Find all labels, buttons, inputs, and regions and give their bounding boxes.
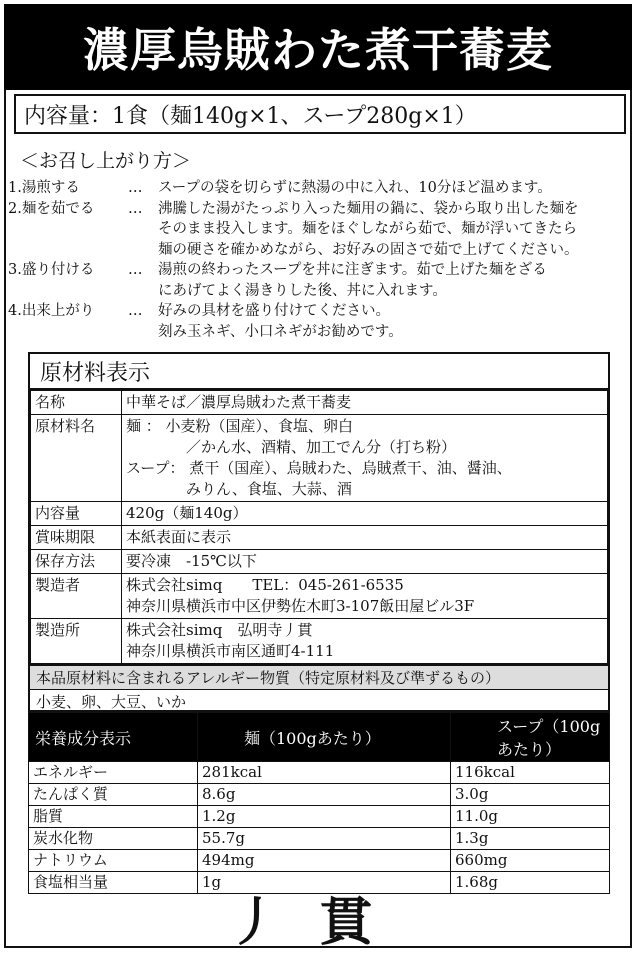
nutrition-cell: たんぱく質	[29, 784, 198, 806]
nutrition-header: 栄養成分表示	[29, 713, 198, 762]
ingredients-heading: 原材料表示	[30, 354, 608, 390]
step-ellipsis: …	[128, 200, 143, 217]
ingredient-line: ／かん水、酒精、加工でん分（打ち粉）	[126, 438, 457, 456]
ingredient-key: 製造所	[31, 619, 122, 664]
ingredients-panel	[28, 352, 610, 712]
nutrition-header: 麺（100gあたり）	[198, 713, 451, 762]
howto-heading: ＜お召し上がり方＞	[20, 150, 192, 172]
step-label: 2.麺を茹でる	[8, 200, 95, 217]
step-ellipsis: …	[128, 262, 143, 278]
step-text: にあげてよく湯きりした後、丼に入れます。	[158, 282, 447, 299]
ingredient-line: 要冷凍 -15℃以下	[126, 552, 257, 570]
step-line	[8, 322, 628, 343]
step-ellipsis	[128, 322, 158, 343]
step-ellipsis: …	[128, 303, 143, 319]
step-line	[8, 178, 628, 199]
ingredients-table	[30, 390, 608, 664]
nutrition-cell: 281kcal	[198, 762, 451, 784]
ingredient-line: 麺 ： 小麦粉（国産）、食塩、卵白	[126, 417, 354, 435]
step-ellipsis: …	[128, 180, 143, 196]
ingredient-line: 本紙表面に表示	[126, 528, 232, 546]
nutrition-header: スープ（100gあたり）	[451, 713, 610, 762]
ingredient-row	[31, 550, 608, 574]
ingredient-line: スープ： 煮干（国産）、烏賊わた、烏賊煮干、油、醤油、	[126, 459, 512, 477]
allergy-heading: 本品原材料に含まれるアレルギー物質（特定原材料及び準ずるもの）	[30, 666, 608, 690]
nutrition-cell: 8.6g	[198, 784, 451, 806]
nutrition-cell: 1.2g	[198, 806, 451, 828]
step-line	[8, 199, 628, 220]
nutrition-cell: 1g	[198, 872, 451, 894]
step-label	[8, 219, 128, 240]
capacity-box: 内容量：1食（麺140g×1、スープ280g×1）	[14, 94, 626, 134]
ingredient-line: みりん、食塩、大蒜、酒	[126, 480, 352, 498]
step-text: 刻み玉ネギ、小口ネギがお勧めです。	[158, 323, 403, 340]
step-label: 3.盛り付ける	[8, 262, 95, 278]
ingredient-row	[31, 526, 608, 550]
step-line	[8, 219, 628, 240]
ingredient-row	[31, 415, 608, 502]
step-ellipsis	[128, 219, 158, 240]
allergy-items: 小麦、卵、大豆、いか	[30, 690, 608, 714]
nutrition-header-row	[29, 713, 610, 762]
step-line	[8, 281, 628, 302]
ingredient-line: 中華そば／濃厚烏賊わた煮干蕎麦	[126, 393, 352, 411]
nutrition-cell: 494mg	[198, 850, 451, 872]
ingredient-row	[31, 619, 608, 664]
nutrition-cell: 1.68g	[451, 872, 610, 894]
step-text: そのまま投入します。麺をほぐしながら茹で、麺が浮いてきたら	[158, 221, 578, 237]
ingredient-line: 神奈川県横浜市南区通町4-111	[126, 642, 335, 660]
nutrition-cell: 1.3g	[451, 828, 610, 850]
step-ellipsis	[128, 240, 158, 261]
ingredient-line: 420g（麺140g）	[126, 504, 248, 522]
nutrition-table	[28, 712, 610, 894]
ingredient-key: 名称	[31, 391, 122, 415]
ingredient-value	[122, 502, 608, 526]
nutrition-cell: 食塩相当量	[29, 872, 198, 894]
step-line	[8, 301, 628, 322]
preparation-steps	[8, 178, 628, 342]
nutrition-cell: 55.7g	[198, 828, 451, 850]
nutrition-row	[29, 762, 610, 784]
ingredient-value	[122, 526, 608, 550]
product-title: 濃厚烏賊わた煮干蕎麦	[4, 4, 632, 90]
nutrition-cell: エネルギー	[29, 762, 198, 784]
nutrition-row	[29, 784, 610, 806]
ingredient-line: 神奈川県横浜市中区伊勢佐木町3-107飯田屋ビル3F	[126, 597, 475, 615]
ingredient-key: 賞味期限	[31, 526, 122, 550]
ingredient-value	[122, 619, 608, 664]
step-text: 沸騰した湯がたっぷり入った麺用の鍋に、袋から取り出した麺を	[158, 200, 579, 217]
step-text: 麺の硬さを確かめながら、お好みの固さで茹で上げてください。	[158, 241, 579, 258]
ingredient-value	[122, 574, 608, 619]
ingredient-key: 内容量	[31, 502, 122, 526]
ingredient-row	[31, 574, 608, 619]
nutrition-cell: 11.0g	[451, 806, 610, 828]
step-line	[8, 260, 628, 281]
nutrition-cell: 炭水化物	[29, 828, 198, 850]
step-text: スープの袋を切らずに熱湯の中に入れ、10分ほど温めます。	[158, 180, 552, 196]
ingredient-value	[122, 391, 608, 415]
ingredient-line: 株式会社simq TEL：045-261-6535	[126, 576, 404, 594]
ingredient-value	[122, 415, 608, 502]
step-label: 1.湯煎する	[8, 180, 80, 196]
step-line	[8, 240, 628, 261]
ingredient-key: 製造者	[31, 574, 122, 619]
nutrition-cell: ナトリウム	[29, 850, 198, 872]
step-ellipsis	[128, 281, 158, 302]
ingredient-value	[122, 550, 608, 574]
step-label	[8, 240, 128, 261]
ingredient-key: 原材料名	[31, 415, 122, 502]
nutrition-cell: 116kcal	[451, 762, 610, 784]
ingredient-line: 株式会社simq 弘明寺丿貫	[126, 621, 313, 639]
brand-signature: 丿貫	[227, 892, 412, 953]
step-label	[8, 322, 128, 343]
step-text: 湯煎の終わったスープを丼に注ぎます。茹で上げた麺をざる	[158, 262, 547, 278]
step-text: 好みの具材を盛り付けてください。	[158, 303, 390, 319]
nutrition-row	[29, 828, 610, 850]
ingredient-row	[31, 502, 608, 526]
nutrition-row	[29, 806, 610, 828]
nutrition-cell: 660mg	[451, 850, 610, 872]
nutrition-row	[29, 850, 610, 872]
step-label	[8, 281, 128, 302]
ingredient-row	[31, 391, 608, 415]
nutrition-cell: 脂質	[29, 806, 198, 828]
ingredient-key: 保存方法	[31, 550, 122, 574]
step-label: 4.出来上がり	[8, 303, 95, 319]
nutrition-cell: 3.0g	[451, 784, 610, 806]
